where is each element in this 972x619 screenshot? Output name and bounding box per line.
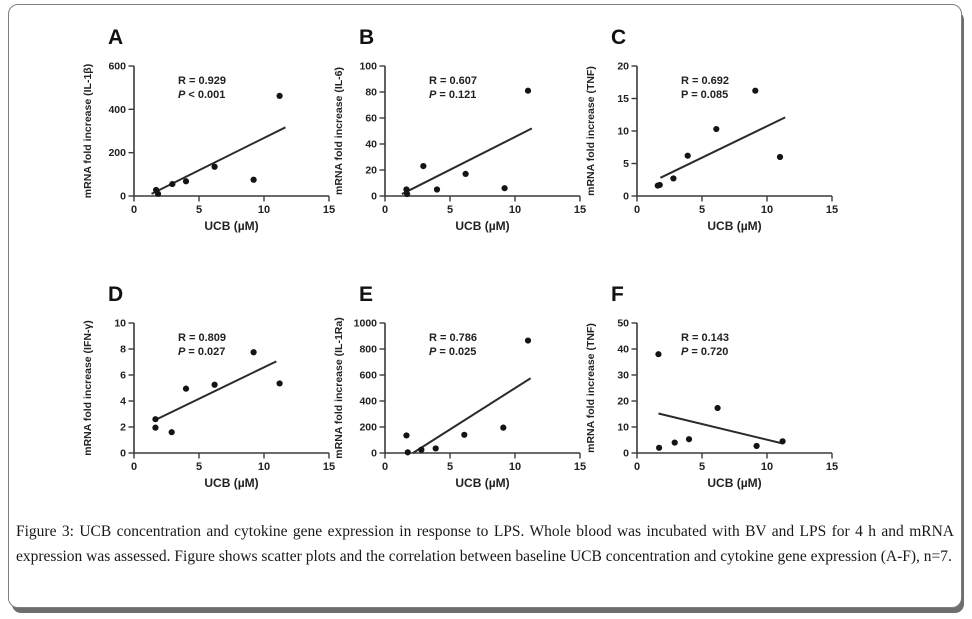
panel-stats	[429, 331, 477, 359]
panel-letter: C	[611, 26, 627, 49]
svg-text:10: 10	[617, 125, 629, 138]
svg-text:20: 20	[365, 164, 377, 177]
svg-text:40: 40	[617, 343, 629, 356]
svg-text:10: 10	[257, 461, 271, 473]
svg-text:5: 5	[195, 204, 203, 216]
svg-text:15: 15	[825, 461, 839, 473]
svg-text:600: 600	[359, 369, 377, 382]
svg-text:0: 0	[120, 447, 126, 460]
svg-text:20: 20	[617, 395, 629, 408]
scatter-panel	[581, 275, 853, 510]
figure-caption: Figure 3: UCB concentration and cytokine gene expression in response to LPS. Whole blood was incubated with BV and LPS for 4 h and mRNA expression was assessed. Figure shows scatter plots and the correlation between baseline UCB concentration and cytokine gene expression (A-F), n=7.	[16, 523, 954, 566]
stat-r-value: R = 0.143	[681, 332, 730, 344]
svg-text:UCB (µM): UCB (µM)	[707, 219, 762, 233]
svg-text:UCB (µM): UCB (µM)	[204, 476, 259, 490]
svg-text:15: 15	[825, 204, 839, 216]
svg-text:15: 15	[322, 204, 336, 216]
svg-text:10: 10	[617, 421, 629, 434]
svg-text:80: 80	[365, 86, 377, 99]
stat-r-value: R = 0.809	[178, 332, 227, 344]
stat-r-value: R = 0.692	[681, 75, 730, 87]
svg-text:200: 200	[359, 421, 377, 434]
svg-text:UCB (µM): UCB (µM)	[455, 219, 510, 233]
stat-p-value: P = 0.025	[429, 346, 477, 358]
panel-letter: F	[611, 283, 625, 306]
svg-text:400: 400	[359, 395, 377, 408]
stat-p-value: P < 0.001	[178, 89, 226, 101]
svg-text:15: 15	[617, 93, 629, 105]
svg-text:UCB (µM): UCB (µM)	[455, 476, 510, 490]
svg-text:8: 8	[120, 343, 126, 356]
svg-text:0: 0	[633, 204, 641, 216]
svg-text:4: 4	[120, 395, 126, 408]
svg-text:5: 5	[446, 204, 454, 216]
panel-letter: E	[359, 283, 374, 306]
svg-text:10: 10	[257, 204, 271, 216]
scatter-panel	[329, 18, 601, 253]
svg-text:5: 5	[446, 461, 454, 473]
panel-stats	[178, 331, 226, 359]
svg-text:600: 600	[108, 60, 126, 73]
svg-text:100: 100	[359, 60, 377, 73]
svg-text:20: 20	[617, 60, 629, 73]
svg-text:UCB (µM): UCB (µM)	[204, 219, 259, 233]
panel-letter: A	[108, 26, 124, 49]
panel-letter: B	[359, 26, 375, 49]
panel-stats	[178, 74, 226, 102]
scatter-panel	[329, 275, 601, 510]
svg-text:0: 0	[371, 447, 377, 460]
svg-text:mRNA fold increase (IL-1β): mRNA fold increase (IL-1β)	[82, 63, 94, 199]
scatter-panel	[78, 275, 350, 510]
panel-letter: D	[108, 283, 124, 306]
svg-text:5: 5	[698, 461, 706, 473]
svg-text:800: 800	[359, 343, 377, 356]
scatter-panel	[581, 18, 853, 253]
svg-text:mRNA fold increase (IL-6): mRNA fold increase (IL-6)	[333, 67, 345, 195]
svg-text:15: 15	[573, 204, 587, 216]
svg-text:15: 15	[573, 461, 587, 473]
stat-r-value: R = 0.929	[178, 75, 227, 87]
svg-text:40: 40	[365, 138, 377, 151]
svg-text:5: 5	[195, 461, 203, 473]
svg-text:mRNA fold increase (IFN-γ): mRNA fold increase (IFN-γ)	[82, 320, 94, 456]
svg-text:0: 0	[371, 190, 377, 203]
panel-stats	[681, 331, 729, 359]
svg-text:UCB (µM): UCB (µM)	[707, 476, 762, 490]
svg-text:0: 0	[381, 204, 389, 216]
svg-text:0: 0	[623, 447, 629, 460]
panel-stats	[429, 74, 477, 102]
svg-text:6: 6	[120, 369, 126, 382]
stat-p-value: P = 0.121	[429, 89, 477, 101]
stat-r-value: R = 0.786	[429, 332, 478, 344]
svg-text:10: 10	[114, 317, 126, 330]
stat-r-value: R = 0.607	[429, 75, 478, 87]
svg-text:mRNA fold increase (TNF): mRNA fold increase (TNF)	[585, 66, 597, 196]
svg-text:5: 5	[698, 204, 706, 216]
svg-text:400: 400	[108, 103, 126, 116]
svg-text:0: 0	[120, 190, 126, 203]
svg-text:0: 0	[623, 190, 629, 203]
svg-text:10: 10	[760, 204, 774, 216]
svg-text:30: 30	[617, 369, 629, 382]
svg-text:10: 10	[760, 461, 774, 473]
svg-text:10: 10	[508, 461, 522, 473]
stat-p-value: P = 0.085	[681, 89, 729, 101]
svg-text:2: 2	[120, 421, 126, 434]
svg-text:60: 60	[365, 112, 377, 125]
scatter-panel	[78, 18, 350, 253]
svg-text:200: 200	[108, 147, 126, 160]
svg-text:0: 0	[130, 461, 138, 473]
panel-stats	[681, 74, 729, 102]
svg-text:0: 0	[633, 461, 641, 473]
svg-text:10: 10	[508, 204, 522, 216]
svg-text:50: 50	[617, 317, 629, 330]
stat-p-value: P = 0.720	[681, 346, 729, 358]
svg-text:0: 0	[130, 204, 138, 216]
svg-text:5: 5	[623, 158, 629, 170]
svg-text:mRNA fold increase (TNF): mRNA fold increase (TNF)	[585, 323, 597, 453]
svg-text:0: 0	[381, 461, 389, 473]
svg-text:15: 15	[322, 461, 336, 473]
svg-text:1000: 1000	[353, 317, 377, 330]
stat-p-value: P = 0.027	[178, 346, 226, 358]
svg-text:mRNA fold increase (IL-1Ra): mRNA fold increase (IL-1Ra)	[333, 317, 345, 459]
